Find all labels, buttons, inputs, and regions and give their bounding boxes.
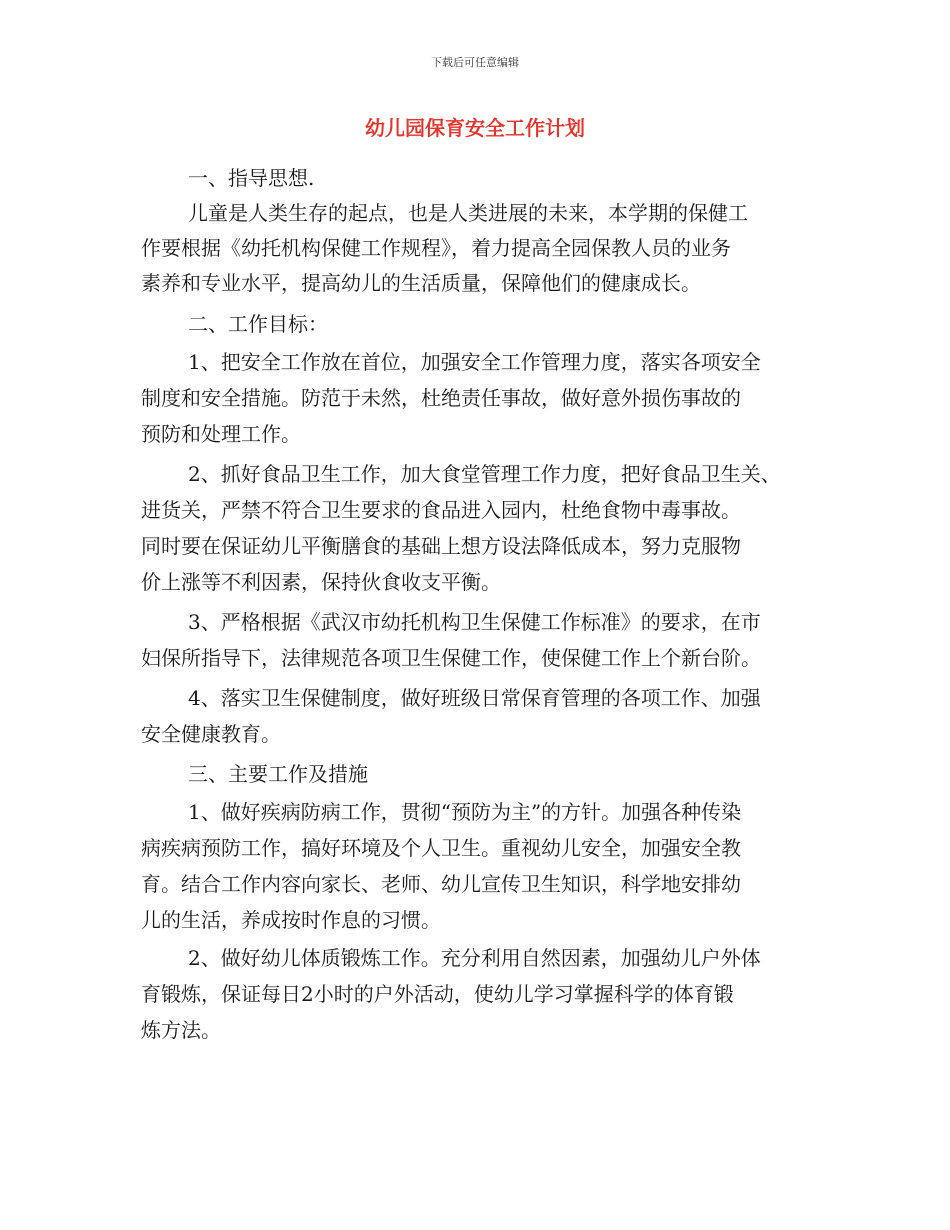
header-note: 下载后可任意编辑	[431, 56, 519, 69]
paragraph-line: 同时要在保证幼儿平衡膳食的基础上想方设法降低成本，努力克服物	[141, 534, 741, 558]
paragraph-line: 2、抓好食品卫生工作，加大食堂管理工作力度，把好食品卫生关、	[188, 462, 781, 486]
section-heading-2: 二、工作目标：	[188, 312, 328, 336]
paragraph-line: 儿的生活，养成按时作息的习惯。	[141, 908, 441, 932]
document-title: 幼儿园保育安全工作计划	[365, 116, 585, 140]
paragraph-line: 病疾病预防工作，搞好环境及个人卫生。重视幼儿安全，加强安全教	[141, 836, 741, 860]
paragraph-line: 预防和处理工作。	[141, 422, 301, 446]
paragraph-line: 素养和专业水平，提高幼儿的生活质量，保障他们的健康成长。	[141, 271, 701, 295]
section-heading-3: 三、主要工作及措施	[188, 762, 368, 786]
paragraph-line: 4、落实卫生保健制度，做好班级日常保育管理的各项工作、加强	[188, 686, 761, 710]
paragraph-line: 3、严格根据《武汉市幼托机构卫生保健工作标准》的要求，在市	[188, 610, 761, 634]
paragraph-line: 儿童是人类生存的起点，也是人类进展的未来，本学期的保健工	[188, 201, 748, 225]
paragraph-line: 作要根据《幼托机构保健工作规程》，着力提高全园保教人员的业务	[141, 236, 731, 260]
section-heading-1: 一、指导思想.	[188, 166, 315, 190]
paragraph-line: 育锻炼，保证每日2小时的户外活动，使幼儿学习掌握科学的体育锻	[141, 982, 734, 1006]
paragraph-line: 1、把安全工作放在首位，加强安全工作管理力度，落实各项安全	[188, 350, 761, 374]
paragraph-line: 价上涨等不利因素，保持伙食收支平衡。	[141, 570, 501, 594]
paragraph-line: 制度和安全措施。防范于未然，杜绝责任事故，做好意外损伤事故的	[141, 386, 741, 410]
paragraph-line: 进货关，严禁不符合卫生要求的食品进入园内，杜绝食物中毒事故。	[141, 498, 741, 522]
paragraph-line: 炼方法。	[141, 1018, 221, 1042]
paragraph-line: 妇保所指导下，法律规范各项卫生保健工作，使保健工作上个新台阶。	[141, 646, 761, 670]
paragraph-line: 2、做好幼儿体质锻炼工作。充分利用自然因素，加强幼儿户外体	[188, 946, 761, 970]
paragraph-line: 1、做好疾病防病工作，贯彻“预防为主”的方针。加强各种传染	[188, 800, 742, 824]
paragraph-line: 育。结合工作内容向家长、老师、幼儿宣传卫生知识，科学地安排幼	[141, 872, 741, 896]
paragraph-line: 安全健康教育。	[141, 722, 281, 746]
